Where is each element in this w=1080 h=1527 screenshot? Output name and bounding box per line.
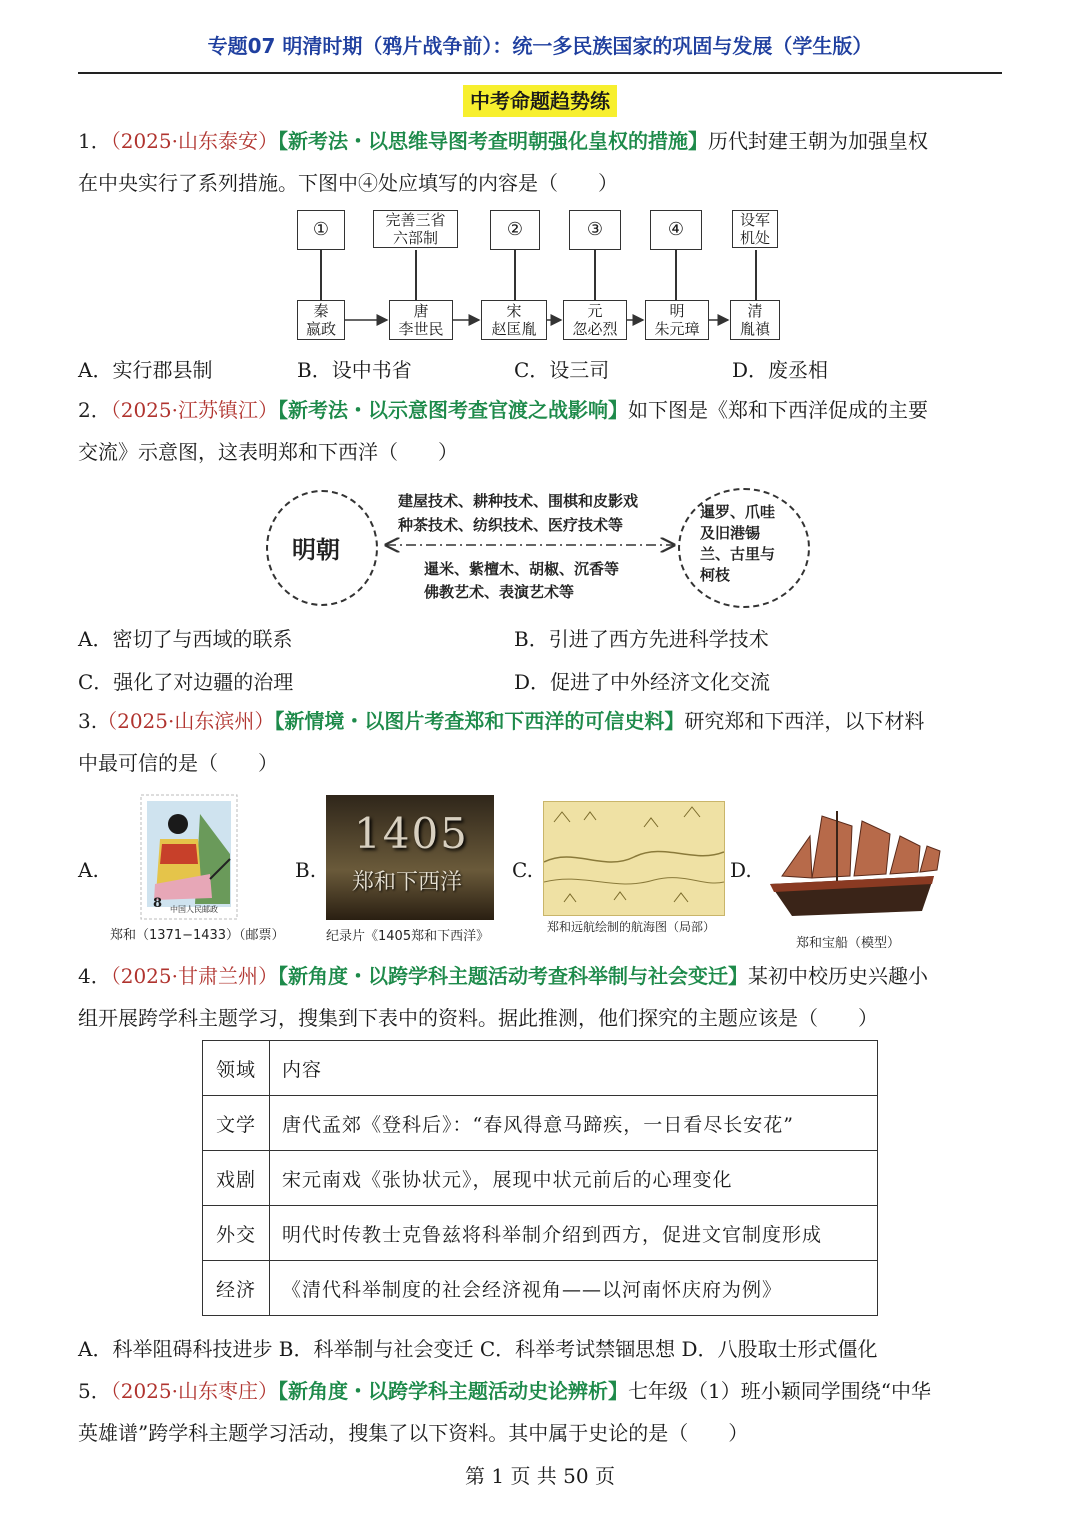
stamp-image[interactable] [140, 794, 238, 920]
q4-stem-b: 组开展跨学科主题学习，搜集到下表中的资料。据此推测，他们探究的主题应该是（ ） [78, 1006, 878, 1030]
emperor: 赵匡胤 [491, 320, 537, 338]
q1-top-box-6: 设军机处 [732, 210, 778, 248]
emperor: 忽必烈 [572, 320, 618, 338]
q5-source: （2025·山东枣庄） [110, 1379, 278, 1403]
inflow-text-1: 暹米、紫檀木、胡椒、沉香等 [424, 560, 620, 578]
q1-connector [594, 250, 596, 300]
table-header-cell: 领域 [203, 1041, 270, 1096]
q3-option-a-letter[interactable]: A. [78, 858, 99, 882]
q1-stem-a: 历代封建王朝为加强皇权 [708, 129, 928, 153]
ming-label: 明朝 [292, 536, 340, 564]
dynasty: 明 [669, 302, 685, 320]
q1-top-box-3: ② [490, 210, 540, 250]
foreign-line: 暹罗、爪哇 [700, 503, 776, 521]
table-cell: 经济 [203, 1261, 270, 1316]
q1-option-b[interactable]: B．设中书省 [297, 358, 412, 382]
nautical-chart-image[interactable] [543, 801, 725, 916]
foreign-label [700, 502, 775, 586]
q3-option-c-letter[interactable]: C. [512, 858, 533, 882]
q1-top-box-4: ③ [569, 210, 621, 250]
table-cell: 明代时传教士克鲁兹将科举制介绍到西方，促进文官制度形成 [270, 1206, 878, 1261]
header-divider [78, 72, 1002, 74]
q4-options[interactable]: A．科举阻碍科技进步 B．科举制与社会变迁 C．科举考试禁锢思想 D．八股取士形式僵化 [78, 1337, 878, 1361]
dynasty: 唐 [413, 302, 429, 320]
q1-top-box-2: 完善三省六部制 [373, 210, 458, 248]
q3-stem-b: 中最可信的是（ ） [78, 751, 278, 775]
stamp-caption: 郑和（1371−1433）（邮票） [110, 928, 285, 943]
q2-option-d[interactable]: D．促进了中外经济文化交流 [514, 670, 771, 694]
table-cell: 唐代孟郊《登科后》：“春风得意马蹄疾，一日看尽长安花” [270, 1096, 878, 1151]
q1-bottom-box-6 [730, 300, 780, 340]
q1-stem-line1 [78, 120, 1008, 162]
q1-top-box-5: ④ [650, 210, 702, 250]
q4-number: 4． [78, 964, 111, 988]
q3-stem-line1 [78, 700, 1008, 742]
emperor: 嬴政 [305, 320, 336, 338]
dynasty: 秦 [313, 302, 329, 320]
q2-stem-b: 交流》示意图，这表明郑和下西洋（ ） [78, 440, 458, 464]
film-year: 1405 [354, 809, 469, 858]
q3-option-b-letter[interactable]: B. [295, 858, 317, 882]
outflow-text-1: 建屋技术、耕种技术、围棋和皮影戏 [398, 492, 639, 510]
q4-source: （2025·甘肃兰州） [110, 964, 278, 988]
q1-arrows [343, 310, 733, 330]
q1-option-c[interactable]: C．设三司 [514, 358, 610, 382]
table-cell: 《清代科举制度的社会经济视角——以河南怀庆府为例》 [270, 1261, 878, 1316]
nautical-chart-caption: 郑和远航绘制的航海图（局部） [547, 920, 716, 934]
q1-top-box-1: ① [297, 210, 345, 250]
table-row [203, 1206, 878, 1261]
q2-stem-line1 [78, 389, 1008, 431]
dynasty: 元 [587, 302, 603, 320]
q1-option-d[interactable]: D．废丞相 [732, 358, 829, 382]
table-cell: 宋元南戏《张协状元》，展现中状元前后的心理变化 [270, 1151, 878, 1206]
q5-stem-b: 英雄谱”跨学科主题学习活动，搜集了以下资料。其中属于史论的是（ ） [78, 1421, 749, 1445]
emperor: 胤禛 [739, 320, 770, 338]
table-cell: 戏剧 [203, 1151, 270, 1206]
q1-tag: 【新考法・以思维导图考查明朝强化皇权的措施】 [278, 129, 708, 153]
q2-option-b[interactable]: B．引进了西方先进科学技术 [514, 627, 769, 651]
film-title: 郑和下西洋 [352, 870, 463, 895]
q2-option-c[interactable]: C．强化了对边疆的治理 [78, 670, 294, 694]
q5-stem-a: 七年级（1）班小颖同学围绕“中华 [628, 1379, 931, 1403]
treasure-ship-caption: 郑和宝船（模型） [796, 936, 901, 951]
treasure-ship-image[interactable] [762, 806, 942, 930]
documentary-caption: 纪录片《1405郑和下西洋》 [326, 929, 490, 944]
table-header-row [203, 1041, 878, 1096]
stamp-text: 中国人民邮政 [170, 905, 218, 914]
foreign-line: 柯枝 [700, 566, 731, 584]
q3-stem-a: 研究郑和下西洋，以下材料 [684, 709, 925, 733]
foreign-line: 及旧港锡 [700, 524, 761, 542]
q2-stem-a: 如下图是《郑和下西洋促成的主要 [628, 398, 928, 422]
q1-bottom-box-1 [297, 300, 345, 340]
q1-connector [675, 250, 677, 300]
q5-tag: 【新角度・以跨学科主题活动史论辨析】 [278, 1379, 628, 1403]
emperor: 朱元璋 [654, 320, 700, 338]
q1-source: （2025·山东泰安） [110, 129, 278, 153]
dynasty: 清 [747, 302, 763, 320]
table-row [203, 1151, 878, 1206]
q4-data-table [202, 1040, 878, 1316]
table-row [203, 1261, 878, 1316]
q1-connector [755, 250, 757, 300]
emperor: 李世民 [398, 320, 444, 338]
dynasty: 宋 [506, 302, 522, 320]
q3-source: （2025·山东滨州） [97, 709, 275, 733]
q4-stem-a: 某初中校历史兴趣小 [748, 964, 928, 988]
q4-tag: 【新角度・以跨学科主题活动考查科举制与社会变迁】 [278, 964, 748, 988]
table-cell: 外交 [203, 1206, 270, 1261]
q5-number: 5． [78, 1379, 111, 1403]
q2-tag: 【新考法・以示意图考查官渡之战影响】 [278, 398, 628, 422]
exchange-arrow [380, 535, 680, 555]
table-row [203, 1096, 878, 1151]
table-header-cell: 内容 [270, 1041, 878, 1096]
q4-stem-line1 [78, 955, 1008, 997]
q2-source: （2025·江苏镇江） [110, 398, 278, 422]
q1-option-a[interactable]: A．实行郡县制 [78, 358, 213, 382]
q1-connector [415, 250, 417, 300]
q3-option-d-letter[interactable]: D. [730, 858, 752, 882]
q2-number: 2． [78, 398, 111, 422]
document-title: 专题07 明清时期（鸦片战争前）：统一多民族国家的巩固与发展（学生版） [207, 34, 873, 58]
q3-tag: 【新情境・以图片考查郑和下西洋的可信史料】 [274, 709, 685, 733]
q1-stem-b: 在中央实行了系列措施。下图中④处应填写的内容是（ ） [78, 171, 618, 195]
foreign-line: 兰、古里与 [700, 545, 776, 563]
documentary-image[interactable] [326, 795, 494, 920]
page-number: 第 1 页 共 50 页 [465, 1464, 615, 1488]
q1-number: 1． [78, 129, 111, 153]
section-label: 中考命题趋势练 [463, 85, 617, 117]
q5-stem-line1 [78, 1370, 1008, 1412]
outflow-text-2: 种茶技术、纺织技术、医疗技术等 [398, 516, 624, 534]
q1-connector [320, 250, 322, 300]
inflow-text-2: 佛教艺术、表演艺术等 [424, 583, 575, 601]
q1-connector [514, 250, 516, 300]
q3-number: 3. [78, 709, 98, 733]
q2-option-a[interactable]: A．密切了与西域的联系 [78, 627, 293, 651]
stamp-value: 8 [153, 896, 163, 911]
table-cell: 文学 [203, 1096, 270, 1151]
